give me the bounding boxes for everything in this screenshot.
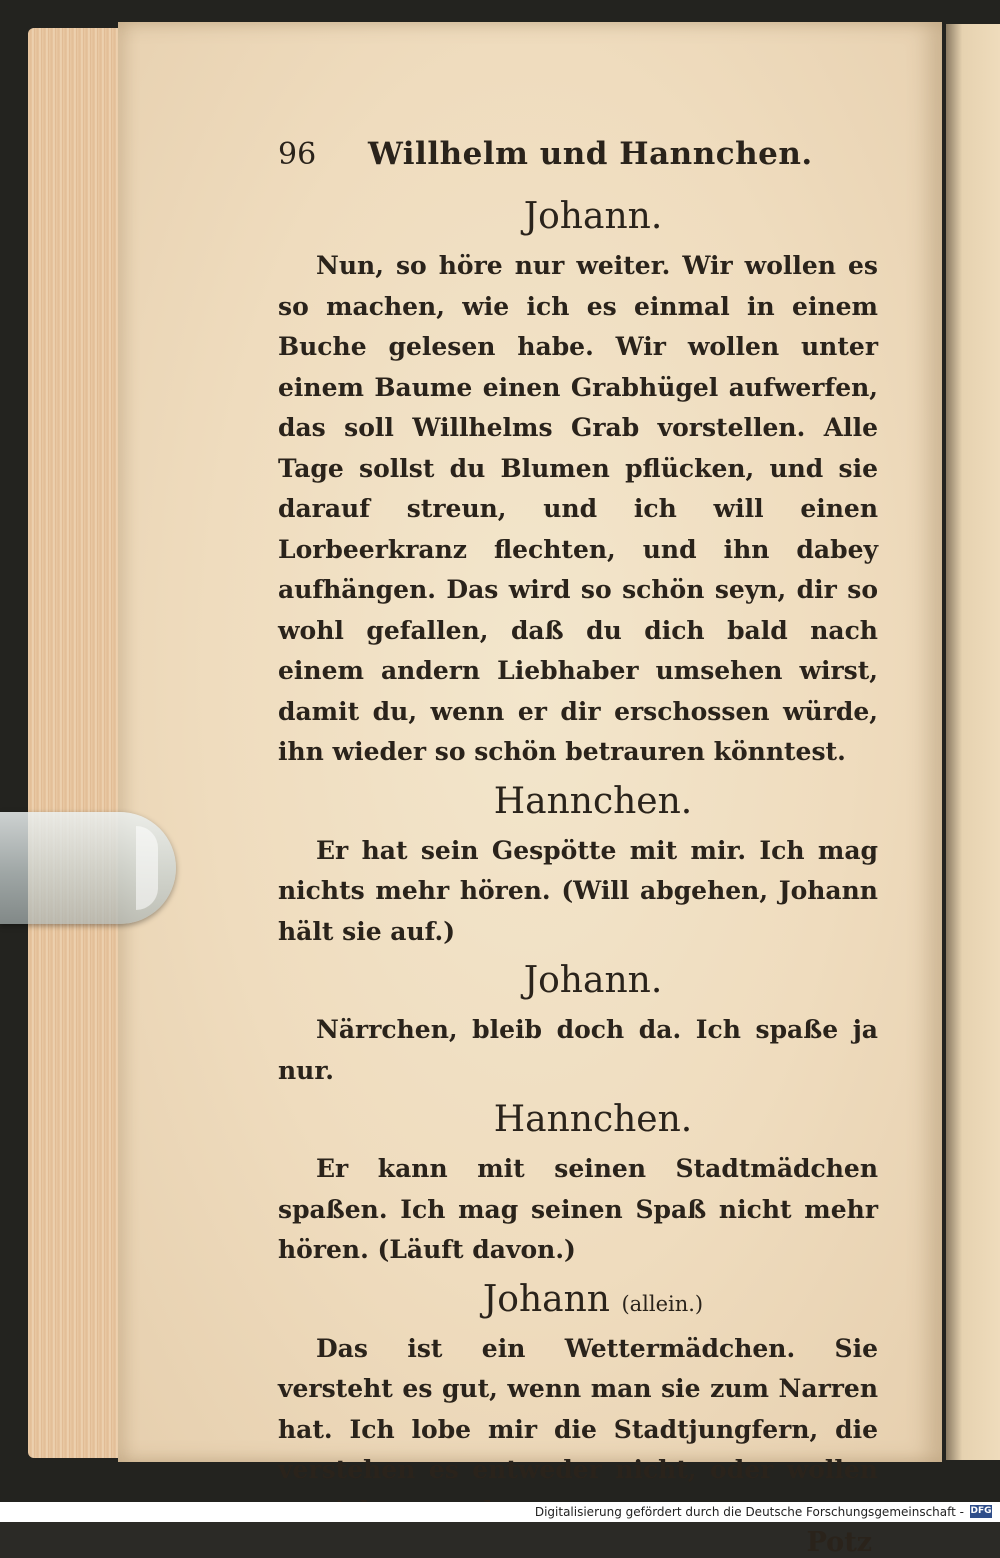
- speaker-name: Johann (allein.): [482, 1278, 704, 1320]
- dfg-logo-icon: DFG: [970, 1506, 992, 1516]
- running-title: Willhelm und Hannchen.: [368, 136, 813, 172]
- dialogue-block: [278, 1091, 878, 1271]
- page-number: 96: [278, 137, 317, 172]
- dialogue-text: Er hat sein Gespötte mit mir. Ich mag nichts mehr hören. (Will abgehen, Johann hält sie auf.): [278, 835, 878, 946]
- speaker-name: Johann.: [523, 960, 663, 1001]
- page-header: [278, 136, 878, 188]
- dialogue-text: Närrchen, bleib doch da. Ich spaße ja nur.: [278, 1015, 878, 1085]
- dialogue-text: Nun, so höre nur weiter. Wir wollen es so machen, wie ich es einmal in einem Buche gelesen habe. Wir wollen unter einem Baume einen Grabhügel aufwerfen, das soll Willhelms Grab vorstellen. Alle Tage sollst du Blumen pflücken, und sie darauf streun, und ich will einen Lorbeerkranz flechten, und ihn dabey aufhängen. Das wird so schön seyn, dir so wohl gefallen, daß du dich bald nach einem andern Liebhaber umsehen wirst, damit du, wenn er dir erschossen würde, ihn wieder so schön betrauren könntest.: [278, 251, 878, 766]
- dialogue-text: Er kann mit seinen Stadtmädchen spaßen. Ich mag seinen Spaß nicht mehr hören. (Läuft davon.): [278, 1154, 878, 1264]
- catchword: Potz: [806, 1527, 872, 1558]
- footer-credit: Digitalisierung gefördert durch die Deutsche Forschungsgemeinschaft -: [534, 1505, 964, 1519]
- dialogue-block: [278, 188, 878, 773]
- dialogue-block: [278, 1271, 878, 1532]
- footer-bar: [0, 1502, 1000, 1522]
- dialogue-block: [278, 952, 878, 1091]
- page-text: [278, 136, 878, 1558]
- speaker-name: Hannchen.: [493, 1099, 693, 1140]
- facing-page-edge: [946, 24, 1000, 1460]
- dialogue-text: Das ist ein Wettermädchen. Sie versteht es gut, wenn man sie zum Narren hat. Ich lobe mir die Stadtjungfern, die verstehen es entweder nicht, oder wollen: [278, 1333, 878, 1484]
- stage-direction: (allein.): [621, 1291, 704, 1316]
- page-clip: [0, 812, 176, 924]
- dialogue-block: [278, 773, 878, 953]
- speaker-name: Johann.: [523, 196, 663, 237]
- speaker-name: Hannchen.: [493, 780, 693, 822]
